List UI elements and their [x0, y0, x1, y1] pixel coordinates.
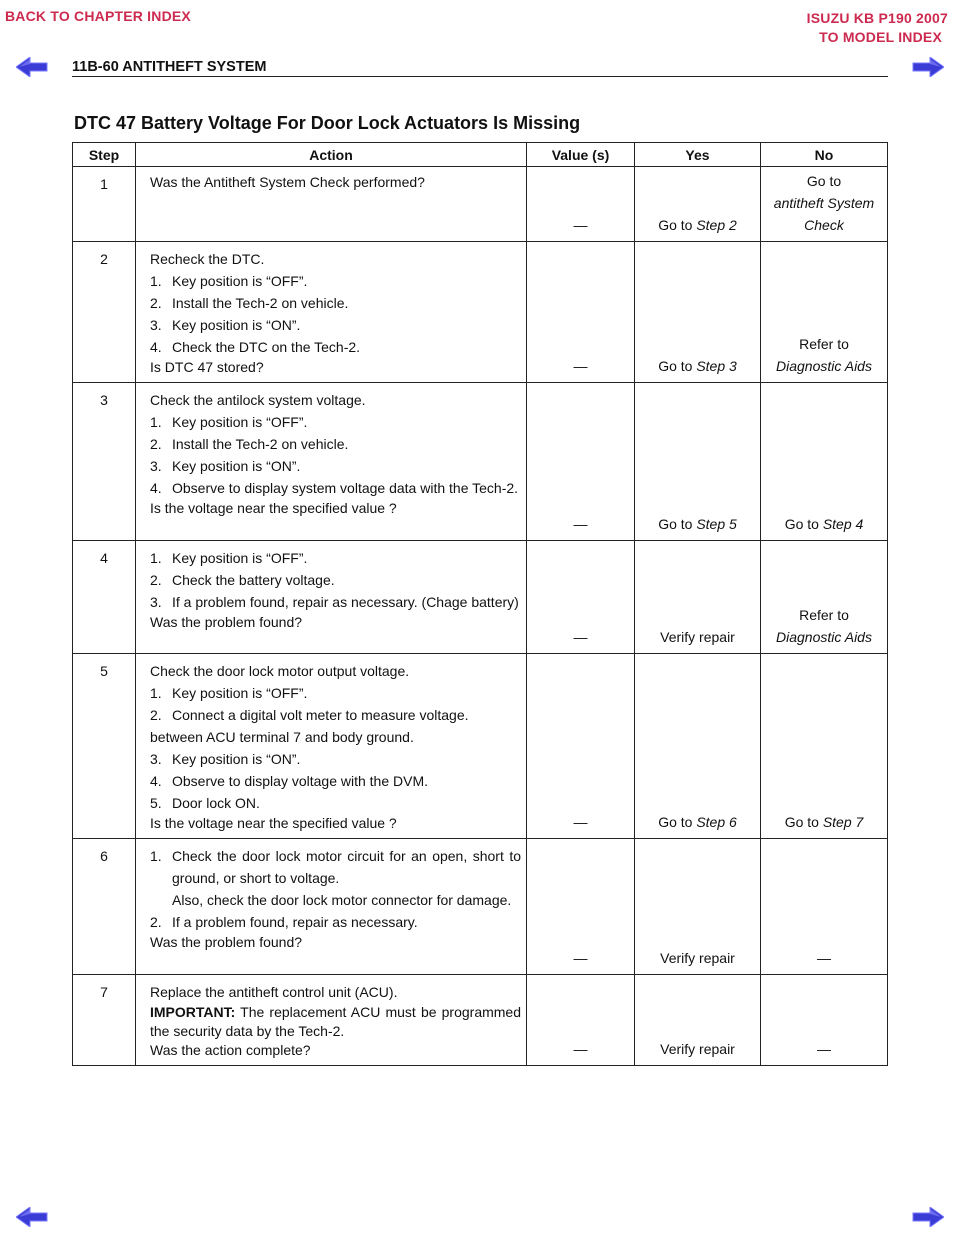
yes-text: Verify repair [660, 1041, 735, 1057]
procedure-list [150, 682, 521, 814]
list-item-text: Key position is “ON”. [172, 317, 301, 333]
action-question: Is DTC 47 stored? [150, 359, 264, 375]
yes-reference-link[interactable]: Step 2 [696, 217, 737, 233]
value-cell: — [527, 242, 635, 383]
no-cell [761, 242, 888, 383]
no-reference-link[interactable]: Step 4 [822, 516, 864, 532]
step-number: 6 [73, 839, 136, 975]
list-item [150, 889, 521, 911]
yes-cell [635, 383, 761, 541]
list-item [150, 314, 521, 336]
no-cell [761, 839, 888, 975]
col-header-step: Step [73, 143, 136, 167]
list-item [150, 726, 521, 748]
list-item-text: Install the Tech-2 on vehicle. [172, 295, 349, 311]
list-item-number: 4. [150, 773, 162, 789]
list-item-number: 1. [150, 685, 162, 701]
yes-reference-link[interactable]: Step 3 [696, 358, 737, 374]
list-item [150, 682, 521, 704]
no-cell [761, 383, 888, 541]
list-item [150, 270, 521, 292]
step-number: 7 [73, 975, 136, 1066]
step-number: 1 [73, 167, 136, 242]
no-reference-link[interactable]: Diagnostic Aids [776, 629, 872, 645]
action-cell [136, 839, 527, 975]
list-item [150, 477, 521, 499]
list-item [150, 704, 521, 726]
no-text: Refer to [799, 336, 849, 352]
list-item [150, 336, 521, 358]
header-divider [72, 76, 888, 77]
list-item-text: Key position is “OFF”. [172, 273, 308, 289]
list-item-text: Key position is “ON”. [172, 751, 301, 767]
value-cell: — [527, 839, 635, 975]
yes-cell [635, 541, 761, 654]
yes-text: Verify repair [660, 950, 735, 966]
action-cell [136, 167, 527, 242]
no-text: — [817, 1041, 831, 1057]
no-cell [761, 167, 888, 242]
list-item-number: 3. [150, 458, 162, 474]
list-item-number: 4. [150, 480, 162, 496]
yes-cell [635, 167, 761, 242]
list-item [150, 547, 521, 569]
important-text: The replacement ACU must be programmed the security data by the Tech-2. [150, 1004, 521, 1039]
table-row [73, 242, 888, 383]
table-row [73, 839, 888, 975]
yes-cell [635, 839, 761, 975]
value-cell: — [527, 975, 635, 1066]
table-header-row [73, 143, 888, 167]
no-reference-link[interactable]: Step 7 [822, 814, 864, 830]
list-item-number: 5. [150, 795, 162, 811]
list-item [150, 569, 521, 591]
list-item-text: Key position is “OFF”. [172, 685, 308, 701]
table-row [73, 541, 888, 654]
list-item [150, 455, 521, 477]
list-item [150, 748, 521, 770]
list-item [150, 911, 521, 933]
no-text: Refer to [799, 607, 849, 623]
col-header-no: No [761, 143, 888, 167]
action-intro: Check the door lock motor output voltage. [150, 663, 410, 679]
list-item-text: Door lock ON. [172, 795, 260, 811]
list-item-number: 3. [150, 594, 162, 610]
list-item [150, 792, 521, 814]
list-item [150, 411, 521, 433]
procedure-list [150, 270, 521, 358]
important-note [150, 1003, 521, 1041]
action-cell [136, 383, 527, 541]
list-item-number: 2. [150, 707, 162, 723]
yes-cell [635, 975, 761, 1066]
no-reference-link[interactable]: antitheft System Check [773, 195, 875, 233]
diagnostic-table [72, 142, 888, 1066]
page-title: DTC 47 Battery Voltage For Door Lock Actuators Is Missing [74, 113, 581, 133]
no-cell [761, 541, 888, 654]
col-header-value: Value (s) [527, 143, 635, 167]
action-question: Is the voltage near the specified value ? [150, 815, 397, 831]
yes-text: Go to [658, 358, 697, 374]
list-item-text: Check the battery voltage. [172, 572, 335, 588]
action-question: Was the Antitheft System Check performed? [150, 174, 425, 190]
yes-text: Go to [658, 516, 697, 532]
list-item-text: Observe to display voltage with the DVM. [172, 773, 429, 789]
list-item-text: Key position is “OFF”. [172, 550, 308, 566]
value-cell: — [527, 167, 635, 242]
no-cell [761, 975, 888, 1066]
no-reference-link[interactable]: Diagnostic Aids [776, 358, 872, 374]
step-number: 5 [73, 654, 136, 839]
value-cell: — [527, 654, 635, 839]
yes-text: Verify repair [660, 629, 735, 645]
list-item [150, 292, 521, 314]
list-item-number: 3. [150, 751, 162, 767]
action-question: Was the problem found? [150, 934, 303, 950]
step-number: 3 [73, 383, 136, 541]
list-item-number: 2. [150, 572, 162, 588]
action-intro: Check the antilock system voltage. [150, 392, 366, 408]
yes-reference-link[interactable]: Step 6 [696, 814, 737, 830]
list-item-text: Check the door lock motor circuit for an open, short to ground, or short to voltage. [172, 848, 521, 886]
action-question: Was the action complete? [150, 1042, 311, 1058]
list-item [150, 591, 521, 613]
list-item [150, 433, 521, 455]
col-header-yes: Yes [635, 143, 761, 167]
col-header-action: Action [136, 143, 527, 167]
table-row [73, 975, 888, 1066]
list-item-text: Key position is “OFF”. [172, 414, 308, 430]
list-item-text: Check the DTC on the Tech-2. [172, 339, 361, 355]
section-header: 11B-60 ANTITHEFT SYSTEM [72, 59, 267, 75]
list-item-text: Also, check the door lock motor connector for damage. [172, 892, 512, 908]
back-to-chapter-index-link[interactable]: BACK TO CHAPTER INDEX [5, 8, 191, 24]
table-row [73, 654, 888, 839]
action-intro: Replace the antitheft control unit (ACU). [150, 984, 398, 1000]
no-text: — [817, 950, 831, 966]
action-cell [136, 975, 527, 1066]
yes-cell [635, 654, 761, 839]
list-item-number: 2. [150, 436, 162, 452]
to-model-index-link[interactable]: TO MODEL INDEX [819, 29, 942, 45]
no-text: Go to [806, 173, 842, 189]
list-item-number: 1. [150, 848, 162, 864]
list-item [150, 845, 521, 889]
list-item-text: Connect a digital volt meter to measure voltage. [172, 707, 469, 723]
list-item-number: 1. [150, 273, 162, 289]
yes-cell [635, 242, 761, 383]
no-cell [761, 654, 888, 839]
value-cell: — [527, 541, 635, 654]
list-item-text: Observe to display system voltage data with the Tech-2. [172, 480, 519, 496]
no-text: Go to [784, 814, 823, 830]
list-item [150, 770, 521, 792]
arrow-left-icon[interactable] [16, 1207, 48, 1232]
list-item-text: If a problem found, repair as necessary. (Chage battery) [172, 594, 519, 610]
table-row [73, 167, 888, 242]
list-item-number: 4. [150, 339, 162, 355]
list-item-number: 1. [150, 414, 162, 430]
important-label: IMPORTANT: [150, 1004, 236, 1020]
yes-text: Go to [658, 814, 697, 830]
list-item-number: 2. [150, 295, 162, 311]
no-text: Go to [784, 516, 823, 532]
action-cell [136, 654, 527, 839]
action-question: Was the problem found? [150, 614, 303, 630]
list-item-text: Key position is “ON”. [172, 458, 301, 474]
list-item-number: 2. [150, 914, 162, 930]
arrow-left-icon[interactable] [16, 57, 48, 82]
procedure-list [150, 411, 521, 499]
list-item-text: Install the Tech-2 on vehicle. [172, 436, 349, 452]
list-item-number: 3. [150, 317, 162, 333]
action-question: Is the voltage near the specified value ? [150, 500, 397, 516]
action-intro: Recheck the DTC. [150, 251, 265, 267]
step-number: 4 [73, 541, 136, 654]
model-title-link[interactable]: ISUZU KB P190 2007 [806, 10, 948, 26]
list-item-text: between ACU terminal 7 and body ground. [150, 729, 414, 745]
arrow-right-icon[interactable] [912, 1207, 944, 1232]
procedure-list [150, 845, 521, 933]
table-row [73, 383, 888, 541]
action-cell [136, 242, 527, 383]
arrow-right-icon[interactable] [912, 57, 944, 82]
yes-reference-link[interactable]: Step 5 [696, 516, 737, 532]
step-number: 2 [73, 242, 136, 383]
procedure-list [150, 547, 521, 613]
list-item-number: 1. [150, 550, 162, 566]
list-item-text: If a problem found, repair as necessary. [172, 914, 418, 930]
action-cell [136, 541, 527, 654]
yes-text: Go to [658, 217, 697, 233]
value-cell: — [527, 383, 635, 541]
